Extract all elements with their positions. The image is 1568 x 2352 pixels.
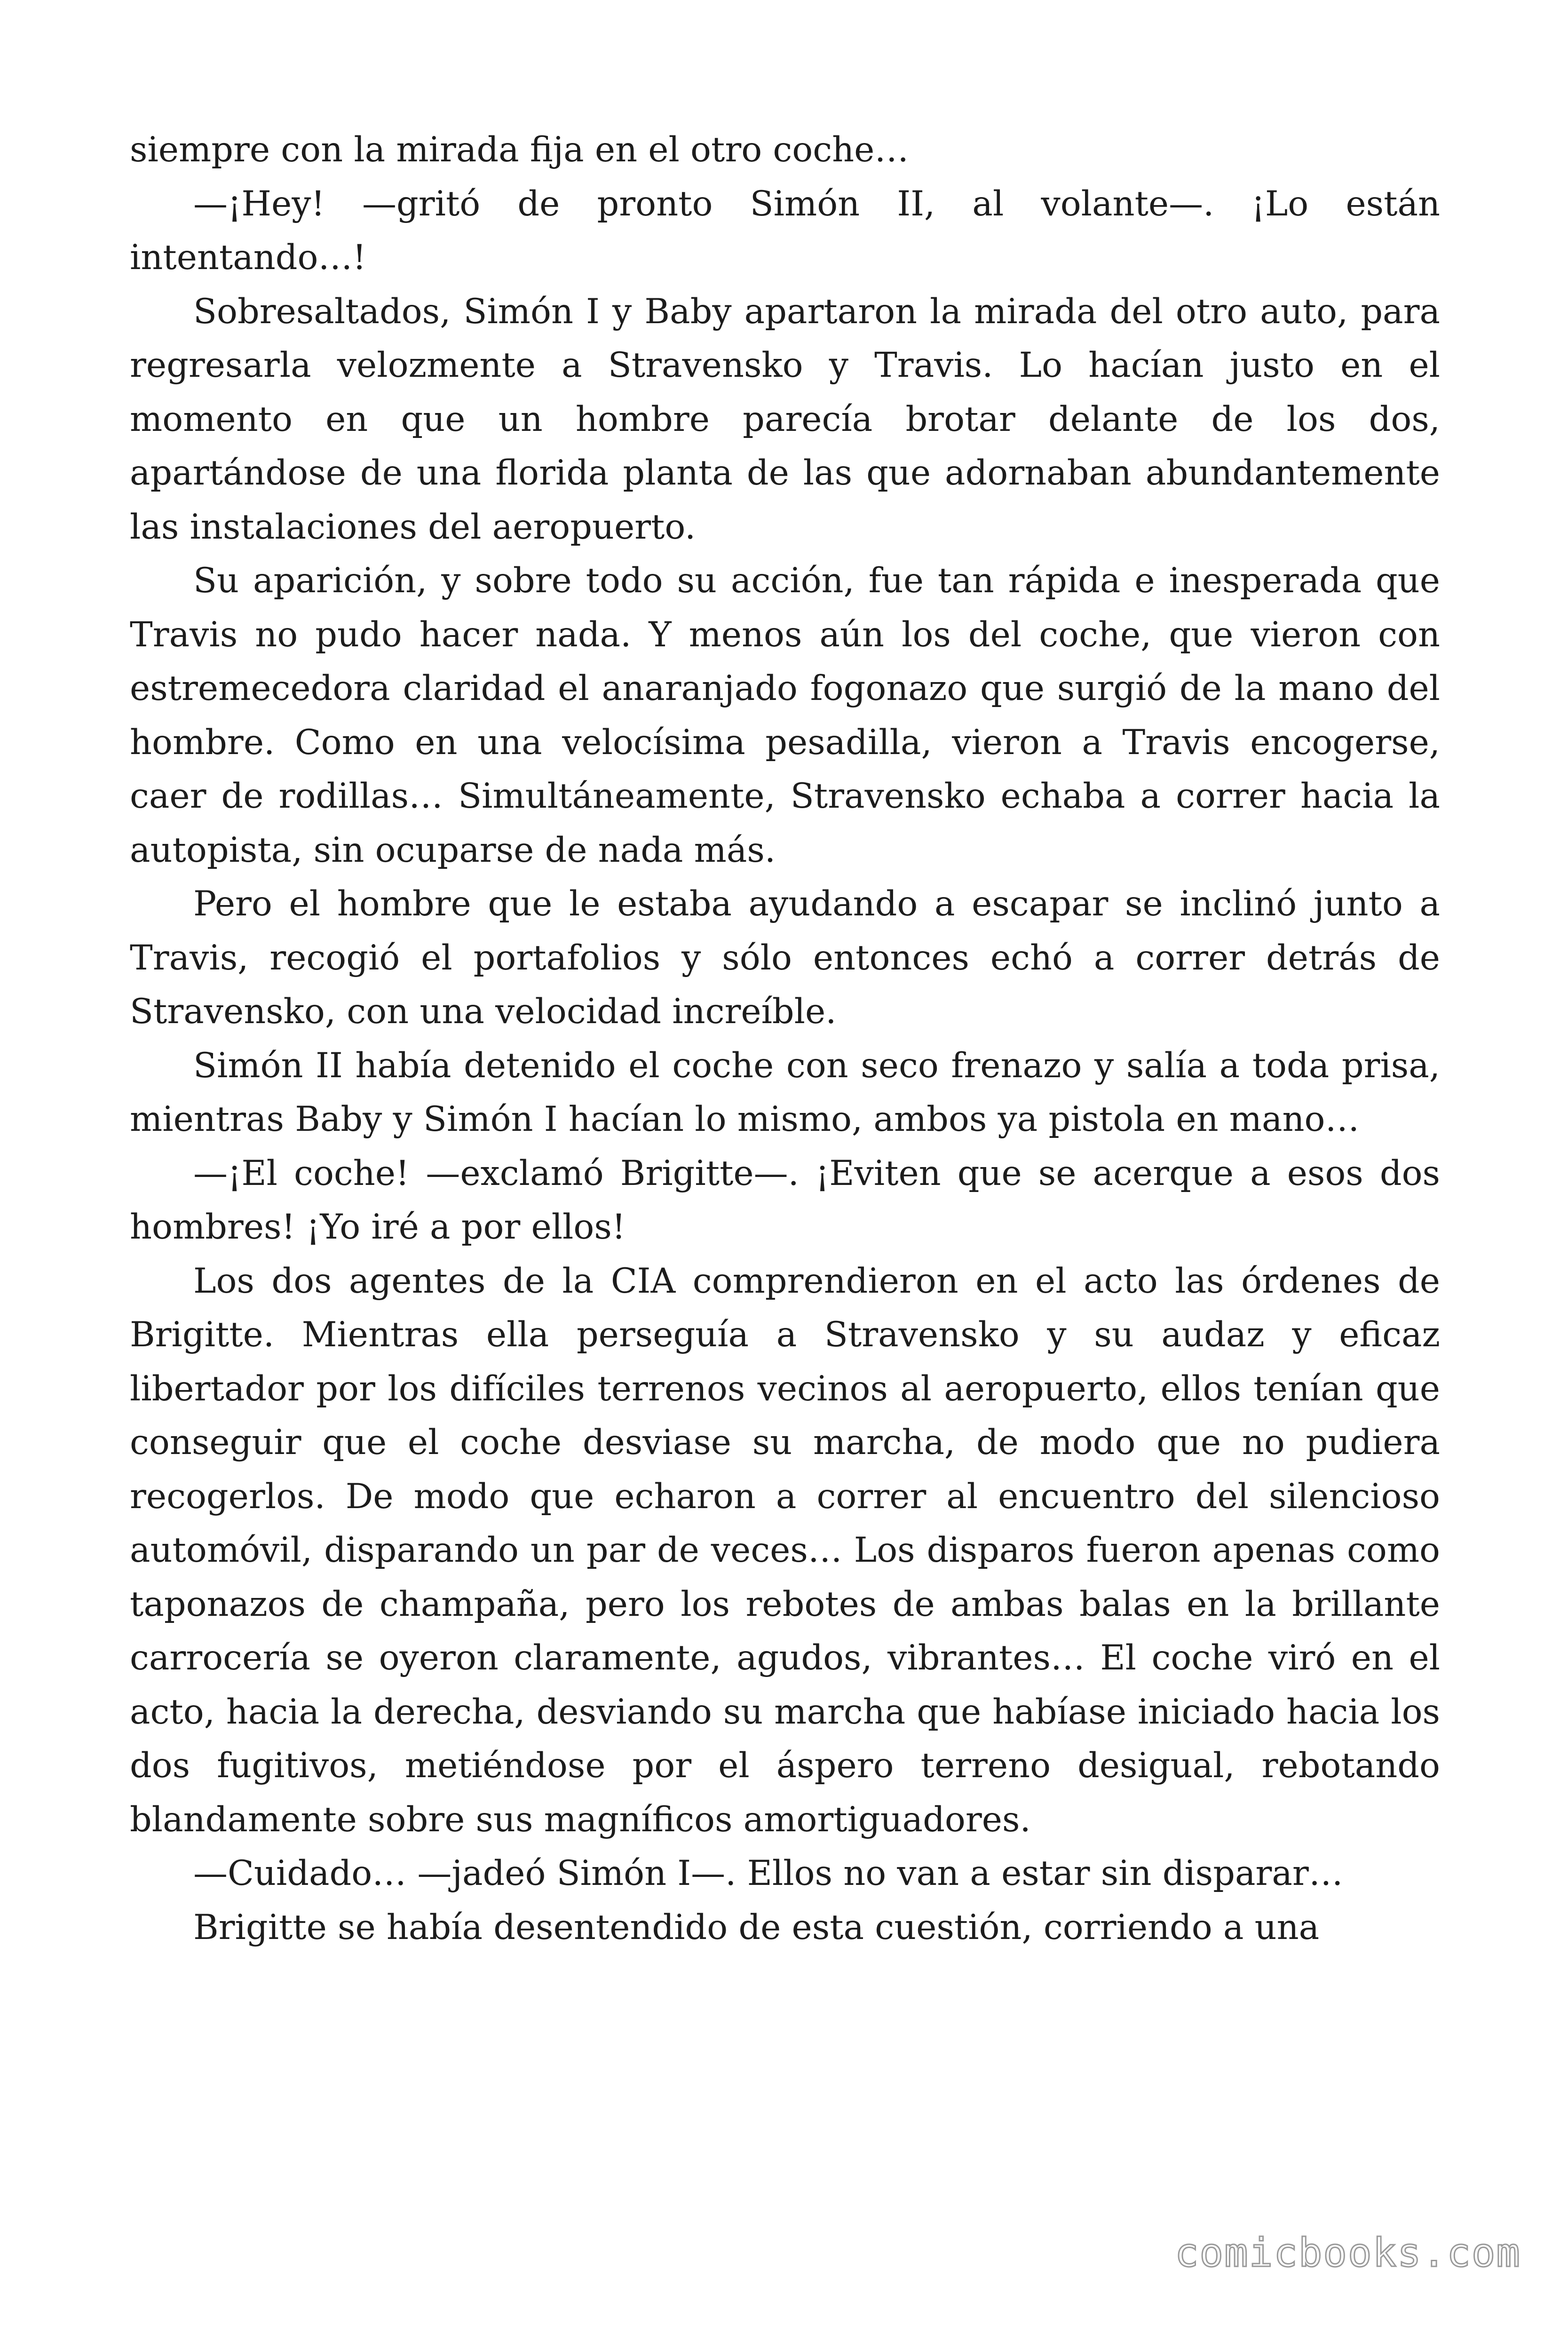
paragraph: siempre con la mirada fija en el otro coche… <box>130 130 909 170</box>
watermark: comicbooks.com <box>1174 2230 1521 2276</box>
paragraph: Brigitte se había desentendido de esta cuestión, corriendo a una <box>193 1907 1320 1947</box>
paragraph: —Cuidado… —jadeó Simón I—. Ellos no van a estar sin disparar… <box>193 1853 1343 1893</box>
paragraph: Sobresaltados, Simón I y Baby apartaron la mirada del otro auto, para regresarla velozmente a Stravensko y Travis. Lo hacían justo en el momento en que un hombre parecía brotar delante de los dos, apartándose de una florida planta de las que adornaban abundantemente las instalaciones del aeropuerto. <box>130 291 1440 547</box>
paragraph: —¡Hey! —gritó de pronto Simón II, al volante—. ¡Lo están intentando…! <box>130 183 1440 278</box>
paragraph: Simón II había detenido el coche con seco frenazo y salía a toda prisa, mientras Baby y Simón I hacían lo mismo, ambos ya pistola en mano… <box>130 1045 1440 1139</box>
paragraph: Los dos agentes de la CIA comprendieron en el acto las órdenes de Brigitte. Mientras ella perseguía a Stravensko y su audaz y eficaz libertador por los difíciles terrenos vecinos al aeropuerto, ellos tenían que conseguir que el coche desviase su marcha, de modo que no pudiera recogerlos. De modo que echaron a correr al encuentro del silencioso automóvil, disparando un par de veces… Los disparos fueron apenas como taponazos de champaña, pero los rebotes de ambas balas en la brillante carrocería se oyeron claramente, agudos, vibrantes… El coche viró en el acto, hacia la derecha, desviando su marcha que habíase iniciado hacia los dos fugitivos, metiéndose por el áspero terreno desigual, rebotando blandamente sobre sus magníficos amortiguadores. <box>130 1261 1440 1840</box>
paragraph: —¡El coche! —exclamó Brigitte—. ¡Eviten que se acerque a esos dos hombres! ¡Yo iré a por ellos! <box>130 1153 1440 1247</box>
page-body <box>130 123 1440 1955</box>
paragraph: Pero el hombre que le estaba ayudando a escapar se inclinó junto a Travis, recogió el portafolios y sólo entonces echó a correr detrás de Stravensko, con una velocidad increíble. <box>130 884 1440 1032</box>
paragraph: Su aparición, y sobre todo su acción, fue tan rápida e inesperada que Travis no pudo hacer nada. Y menos aún los del coche, que vieron con estremecedora claridad el anaranjado fogonazo que surgió de la mano del hombre. Como en una velocísima pesadilla, vieron a Travis encogerse, caer de rodillas… Simultáneamente, Stravensko echaba a correr hacia la autopista, sin ocuparse de nada más. <box>130 561 1440 870</box>
